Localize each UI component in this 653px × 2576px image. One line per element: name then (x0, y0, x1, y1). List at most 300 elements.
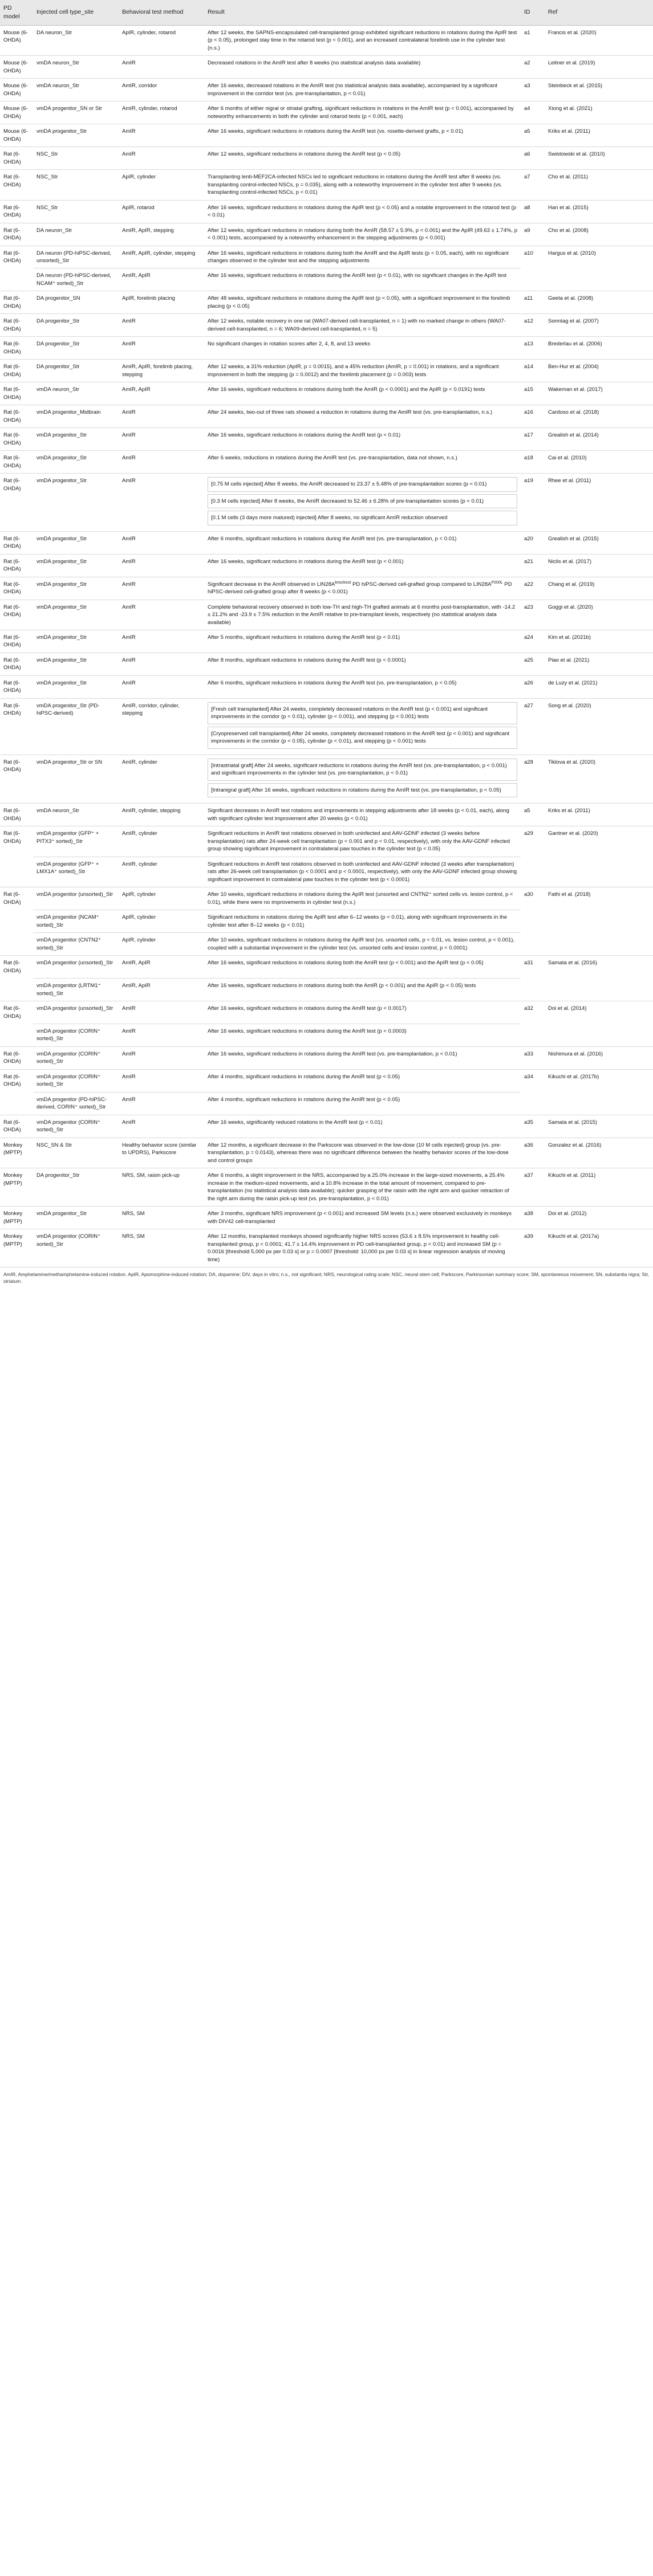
table-row (0, 577, 653, 600)
result-text: After 6 months, significant reductions in rotations during the AmIR test (vs. pre-transplantation, p < 0.05) (208, 679, 457, 686)
cell-result (204, 1092, 521, 1115)
cell-reference: Nishimura et al. (2016) (545, 1046, 653, 1069)
cell-id: a27 (521, 698, 545, 755)
cell-pd-model: Rat (6-OHDA) (0, 223, 33, 246)
table-row (0, 600, 653, 630)
cell-test-method: AmIR, ApIR (119, 979, 204, 1001)
cell-injected-type: vmDA progenitor_Midbrain (33, 405, 119, 428)
cell-id: a2 (521, 56, 545, 79)
cell-test-method: AmIR, ApIR, forelimb placing, stepping (119, 360, 204, 382)
cell-pd-model (0, 857, 33, 887)
cell-id: a32 (524, 1005, 533, 1012)
cell-test-method: AmIR (119, 1092, 204, 1115)
cell-reference: Kikuchi et al. (2017b) (548, 1073, 599, 1080)
cell-id: a29 (524, 830, 533, 837)
result-text: [0.1 M cells (3 days more matured) injected] After 8 weeks, no significant AmIR reduction observed (208, 511, 517, 525)
cell-reference: Fathi et al. (2018) (548, 891, 591, 898)
cell-id: a5 (521, 124, 545, 147)
cell-pd-model: Rat (6-OHDA) (0, 1115, 33, 1138)
cell-reference: Cai et al. (2010) (545, 451, 653, 474)
cell-pd-model: Rat (6-OHDA) (0, 170, 33, 200)
cell-pd-model: Rat (6-OHDA) (0, 531, 33, 554)
header-injected-cell: Injected cell type_site (33, 0, 119, 25)
table-row (0, 1046, 653, 1069)
cell-reference: Samata et al. (2015) (545, 1115, 653, 1138)
cell-injected-type: DA progenitor_Str (33, 337, 119, 360)
result-text: After 16 weeks, significant reductions in rotations during the AmIR test (p < 0.01), with no significant changes in the ApIR test (208, 272, 507, 279)
cell-result (204, 1069, 521, 1092)
cell-reference: Cho et al. (2011) (545, 170, 653, 200)
cell-pd-model: Rat (6-OHDA) (0, 314, 33, 337)
cell-injected-type: vmDA progenitor_Str (33, 451, 119, 474)
table-row (0, 698, 653, 755)
result-text: Significant reductions in rotations during the ApIR test after 6–12 weeks (p < 0.01), along with significant improvements in the cylinder test after 8–12 weeks (p < 0.01) (208, 914, 508, 928)
cell-pd-model: Rat (6-OHDA) (0, 804, 33, 826)
result-text: After 10 weeks, significant reductions in rotations during the ApIR test (vs. unsorted cells, p < 0.01, vs. lesion control, p < 0.001), coupled with a substantial improvement in the cylinder test (vs. unsorted cells and lesion control, p < 0.0001) (208, 937, 515, 951)
result-text: After 16 weeks, significant reductions in rotations during the AmIR test (p < 0.0017) (208, 1005, 407, 1012)
table-row (0, 675, 653, 698)
cell-result (204, 887, 521, 910)
result-text: After 16 weeks, significant reductions in rotations during both the AmIR (p < 0.0001) and the ApIR (p < 0.0191) tests (208, 386, 485, 393)
cell-test-method: AmIR (119, 474, 204, 531)
cell-reference: Han et al. (2015) (545, 200, 653, 223)
cell-result (204, 600, 521, 630)
table-row (0, 405, 653, 428)
cell-injected-type: DA progenitor_Str (33, 360, 119, 382)
cell-reference (545, 268, 653, 291)
cell-result (204, 314, 521, 337)
table-row (0, 531, 653, 554)
cell-id: a26 (521, 675, 545, 698)
cell-injected-type: vmDA progenitor (PD-hiPSC-derived, CORIN⁺ sorted)_Str (33, 1092, 119, 1115)
cell-reference: Niclis et al. (2017) (545, 554, 653, 577)
cell-reference: Kikuchi et al. (2017a) (545, 1229, 653, 1267)
cell-id (521, 933, 545, 956)
cell-injected-type: vmDA progenitor_Str (33, 675, 119, 698)
cell-pd-model: Rat (6-OHDA) (0, 200, 33, 223)
result-text: After 12 months, a significant decrease in the Parkscore was observed in the low-dose (10 M cells injected) group (vs. pre-transplantation, p = 0.0143), whereas there was no significant difference between the healthy behavior scores of the low-dose and control groups (208, 1142, 509, 1164)
cell-id: a39 (521, 1229, 545, 1267)
cell-result (204, 337, 521, 360)
cell-id: a3 (521, 79, 545, 101)
cell-test-method: AmIR, ApIR, stepping (119, 223, 204, 246)
cell-test-method: AmIR (119, 124, 204, 147)
cell-test-method: AmIR, cylinder, stepping (119, 804, 204, 826)
table-row (0, 857, 653, 887)
cell-injected-type: vmDA progenitor (GFP⁺ + LMX1A⁺ sorted)_Str (33, 857, 119, 887)
cell-injected-type: vmDA progenitor_Str (33, 428, 119, 451)
cell-id: a23 (521, 600, 545, 630)
cell-reference: Brederlau et al. (2006) (545, 337, 653, 360)
cell-result (204, 1229, 521, 1267)
cell-result (204, 147, 521, 170)
table-row (0, 554, 653, 577)
cell-injected-type: vmDA progenitor (unsorted)_Str (33, 887, 119, 910)
cell-id: a18 (521, 451, 545, 474)
cell-injected-type: vmDA progenitor_Str or SN (33, 755, 119, 803)
cell-reference: Song et al. (2020) (545, 698, 653, 755)
cell-injected-type: vmDA progenitor (unsorted)_Str (33, 1001, 119, 1024)
cell-pd-model: Mouse (6-OHDA) (0, 79, 33, 101)
cell-test-method: AmIR (119, 314, 204, 337)
cell-id: a21 (521, 554, 545, 577)
result-text: After 3 months, significant NRS improvement (p < 0.001) and increased SM levels (n.s.) were observed exclusively in monkeys with DIV42 cell-transplanted (208, 1210, 512, 1225)
cell-result (204, 56, 521, 79)
table-row (0, 291, 653, 314)
result-text: After 12 weeks, notable recovery in one rat (WA07-derived cell-transplanted, n = 1) with no marked change in others (WA07-derived cell-transplanted, n = 6; WA09-derived cell-transplanted, n = 5) (208, 318, 506, 332)
cell-reference: Geeta et al. (2008) (545, 291, 653, 314)
result-text: After 16 weeks, significant reductions in rotations during both the AmIR and the ApIR tests (p < 0.05, each), with no significant changes observed in the cylinder test and the stepping adjustments (208, 250, 509, 264)
cell-injected-type: vmDA progenitor (LRTM1⁺ sorted)_Str (33, 979, 119, 1001)
cell-id: a19 (521, 474, 545, 531)
cell-pd-model (0, 1024, 33, 1046)
result-text: After 6 months of either nigral or striatal grafting, significant reductions in rotations in the AmIR test (p < 0.001), accompanied by noteworthy enhancements in both the cylinder and rotarod tests (p < 0.001, each) (208, 105, 514, 120)
cell-test-method: AmIR, ApIR (119, 268, 204, 291)
cell-injected-type: vmDA progenitor (GFP⁺ + PITX3⁺ sorted)_Str (33, 826, 119, 857)
cell-injected-type: vmDA progenitor (CORIN⁺ sorted)_Str (33, 1229, 119, 1267)
table-row (0, 223, 653, 246)
result-text: Decreased rotations in the AmIR test after 8 weeks (no statistical analysis data available) (208, 60, 421, 67)
cell-result (204, 451, 521, 474)
cell-id (521, 1092, 545, 1115)
result-text: After 16 weeks, significant reductions in rotations during the AmIR test (vs. pre-transplantation, p < 0.01) (208, 1050, 457, 1057)
cell-injected-type: DA neuron (PD-hiPSC-derived, NCAM⁺ sorted)_Str (33, 268, 119, 291)
cell-reference: Xiong et al. (2021) (545, 101, 653, 124)
cell-injected-type: NSC_Str (33, 200, 119, 223)
cell-test-method: AmIR, ApIR (119, 382, 204, 405)
cell-pd-model (0, 910, 33, 933)
cell-injected-type: NSC_SN & Str (33, 1138, 119, 1168)
table-row (0, 826, 653, 857)
cell-test-method: Healthy behavior score (similar to UPDRS), Parkscore (119, 1138, 204, 1168)
result-text: After 16 weeks, significant reductions in rotations during the AmIR test (vs. rosette-derived grafts, p < 0.01) (208, 128, 464, 135)
table-row (0, 474, 653, 531)
result-text: Complete behavioral recovery observed in both low-TH and high-TH grafted animals at 6 months post-transplantation, with -14.2 ± 21.2% and -23.9 ± 7.5% reduction in the AmIR relative to pre-transplant levels, respectively (no statistical analysis data available) (208, 604, 516, 626)
cell-test-method: AmIR, cylinder (119, 826, 204, 857)
cell-reference: Kriks et al. (2011) (545, 124, 653, 147)
table-row (0, 170, 653, 200)
cell-result (204, 124, 521, 147)
table-row (0, 428, 653, 451)
cell-reference (545, 979, 653, 1001)
table-row (0, 1001, 653, 1024)
cell-result (204, 979, 521, 1001)
result-text: After 10 weeks, significant reductions in rotations during the ApIR test (unsorted and CNTN2⁺ sorted cells vs. lesion control, p < 0.01), while there were no improvements in cylinder test (n.s.) (208, 891, 513, 906)
cell-id: a11 (521, 291, 545, 314)
table-row (0, 1115, 653, 1138)
cell-result (204, 675, 521, 698)
cell-test-method: NRS, SM (119, 1207, 204, 1229)
result-text: No significant changes in rotation scores after 2, 4, 8, and 13 weeks (208, 341, 371, 348)
cell-test-method: ApIR, cylinder (119, 887, 204, 910)
cell-id: a20 (521, 531, 545, 554)
cell-test-method: AmIR (119, 147, 204, 170)
cell-injected-type: DA neuron_Str (33, 25, 119, 55)
cell-result (204, 653, 521, 675)
result-text: After 16 weeks, significant reductions in rotations during both the AmIR (p < 0.001) and the ApIR (p < 0.05) tests (208, 983, 476, 989)
cell-reference: Gantner et al. (2020) (548, 830, 598, 837)
cell-injected-type: vmDA progenitor (NCAM⁺ sorted)_Str (33, 910, 119, 933)
cell-injected-type: vmDA progenitor_Str (33, 124, 119, 147)
cell-test-method: AmIR (119, 630, 204, 653)
cell-test-method: AmIR, cylinder (119, 857, 204, 887)
cell-pd-model: Rat (6-OHDA) (3, 830, 21, 845)
cell-id: a15 (521, 382, 545, 405)
cell-injected-type: DA neuron_Str (33, 223, 119, 246)
cell-test-method: AmIR (119, 675, 204, 698)
cell-result (204, 200, 521, 223)
cell-reference: Grealish et al. (2014) (545, 428, 653, 451)
cell-result (204, 268, 521, 291)
cell-result (204, 25, 521, 55)
cell-result (204, 474, 521, 531)
cell-pd-model: Rat (6-OHDA) (3, 1005, 21, 1020)
cell-id (521, 979, 545, 1001)
cell-pd-model: Rat (6-OHDA) (3, 960, 21, 974)
cell-pd-model: Rat (6-OHDA) (0, 675, 33, 698)
cell-result (204, 170, 521, 200)
cell-injected-type: vmDA progenitor_Str (PD-hiPSC-derived) (33, 698, 119, 755)
cell-id: a24 (521, 630, 545, 653)
result-text: After 4 months, significant reductions in rotations during the AmIR test (p < 0.05) (208, 1096, 400, 1103)
cell-id: a37 (521, 1168, 545, 1207)
table-row (0, 25, 653, 55)
cell-reference: Hargus et al. (2010) (548, 250, 596, 256)
table-row (0, 360, 653, 382)
table-row (0, 268, 653, 291)
result-text: After 16 weeks, significant reductions in rotations during the AmIR test (p < 0.001) (208, 558, 404, 565)
table-row (0, 933, 653, 956)
results-table (0, 0, 653, 1267)
cell-id: a34 (524, 1073, 533, 1080)
cell-reference (545, 910, 653, 933)
cell-injected-type: DA progenitor_SN (33, 291, 119, 314)
header-ref: Ref (545, 0, 653, 25)
cell-id: a4 (521, 101, 545, 124)
result-text: After 8 months, significant reductions in rotations during the AmIR test (p < 0.0001) (208, 657, 406, 663)
cell-injected-type: vmDA neuron_Str (33, 804, 119, 826)
table-row (0, 56, 653, 79)
cell-result (204, 1207, 521, 1229)
cell-injected-type: NSC_Str (33, 147, 119, 170)
cell-injected-type: vmDA progenitor_Str (33, 1207, 119, 1229)
cell-result (204, 246, 521, 268)
cell-id (521, 1024, 545, 1046)
cell-test-method: AmIR, cylinder, rotarod (119, 101, 204, 124)
result-text: Significant reductions in AmIR test rotations observed in both uninfected and AAV-GDNF infected (3 weeks after transplantation) rats after 26-week cell transplantation (p < 0.0001 and p < 0.0001, respectively), with only the AAV-GDNF infected group showing significant improvement in contralateral paw touches in the cylinder test (p < 0.0001) (208, 861, 517, 883)
cell-pd-model: Mouse (6-OHDA) (0, 124, 33, 147)
cell-test-method: AmIR, corridor (119, 79, 204, 101)
cell-injected-type: vmDA progenitor (unsorted)_Str (33, 956, 119, 979)
cell-test-method: AmIR (119, 554, 204, 577)
cell-test-method: AmIR, corridor, cylinder, stepping (119, 698, 204, 755)
cell-test-method: AmIR (119, 531, 204, 554)
cell-pd-model: Rat (6-OHDA) (0, 337, 33, 360)
cell-test-method: ApIR, cylinder (119, 910, 204, 933)
header-behavioral-test: Behavioral test method (119, 0, 204, 25)
result-text: [Intrastriatal graft] After 24 weeks, significant reductions in rotations during the AmIR test (vs. pre-transplantation, p < 0.001) and significant improvements in the cylinder test (vs. pre-transplantation, p < 0.01) (208, 759, 517, 781)
cell-result (204, 360, 521, 382)
cell-result (204, 1168, 521, 1207)
cell-result (204, 698, 521, 755)
cell-reference: de Luzy et al. (2021) (545, 675, 653, 698)
cell-reference: Gonzalez et al. (2016) (545, 1138, 653, 1168)
table-row (0, 1168, 653, 1207)
table-header-row (0, 0, 653, 25)
result-text: Significant reductions in AmIR test rotations observed in both uninfected and AAV-GDNF infected (3 weeks before transplantation) rats after 24-week cell transplantation (p < 0.001 and p < 0.01, respectively), with only the AAV-GDNF infected group showing significant improvement in contralateral paw touches in the cylinder test (p < 0.05) (208, 830, 510, 853)
table-row (0, 979, 653, 1001)
cell-reference: Sonntag et al. (2007) (545, 314, 653, 337)
header-pd-model: PD model (0, 0, 33, 25)
result-text: [Cryopreserved cell transplanted] After 24 weeks, completely decreased rotations in the AmIR test (p < 0.001) and significant improvements in the corridor (p < 0.05), cylinder (p < 0.01), and stepping (p < 0.001) tests (208, 727, 517, 749)
cell-result (204, 1115, 521, 1138)
result-text: After 24 weeks, two-out of three rats showed a reduction in rotations during the AmIR test (vs. pre-transplantation, n.s.) (208, 409, 492, 416)
cell-id: a16 (521, 405, 545, 428)
table-body (0, 25, 653, 1267)
cell-reference: Rhee et al. (2011) (545, 474, 653, 531)
cell-reference (545, 1024, 653, 1046)
cell-test-method: NRS, SM, raisin pick-up (119, 1168, 204, 1207)
cell-id: a31 (524, 960, 533, 967)
cell-injected-type: vmDA progenitor_Str (33, 474, 119, 531)
cell-injected-type: DA neuron (PD-hiPSC-derived, unsorted)_Str (33, 246, 119, 268)
cell-test-method: AmIR, ApIR (119, 956, 204, 979)
result-text: [0.3 M cells injected] After 8 weeks, the AmIR decreased to 52.46 ± 6.28% of pre-transplantation scores (p < 0.01) (208, 494, 517, 508)
table-row (0, 314, 653, 337)
table-row (0, 147, 653, 170)
cell-injected-type: vmDA progenitor (CORIN⁺ sorted)_Str (33, 1069, 119, 1092)
cell-test-method: AmIR (119, 405, 204, 428)
cell-injected-type: NSC_Str (33, 170, 119, 200)
cell-pd-model: Mouse (6-OHDA) (0, 25, 33, 55)
cell-pd-model: Rat (6-OHDA) (0, 428, 33, 451)
cell-pd-model: Monkey (MPTP) (0, 1168, 33, 1207)
cell-reference: Steinbeck et al. (2015) (545, 79, 653, 101)
result-text: Transplanting lenti-MEF2CA-infected NSCs led to significant reductions in rotations during the AmIR test after 8 weeks (vs. transplanting control-infected NSCs, p = 0.035), along with a noteworthy improvement in the cylinder test after 9 weeks (vs. transplanting control-infected NSCs, p < 0.01) (208, 174, 502, 196)
cell-reference (545, 857, 653, 887)
table-row (0, 653, 653, 675)
table-row (0, 910, 653, 933)
cell-id: a7 (521, 170, 545, 200)
cell-result (204, 956, 521, 979)
cell-reference: Kikuchi et al. (2011) (545, 1168, 653, 1207)
cell-pd-model (0, 1092, 33, 1115)
cell-pd-model: Rat (6-OHDA) (0, 147, 33, 170)
cell-injected-type: DA progenitor_Str (33, 314, 119, 337)
cell-result (204, 1138, 521, 1168)
cell-injected-type: vmDA neuron_Str (33, 382, 119, 405)
cell-test-method: AmIR (119, 653, 204, 675)
cell-test-method: AmIR, cylinder (119, 755, 204, 803)
cell-id: a13 (521, 337, 545, 360)
cell-id: a12 (521, 314, 545, 337)
result-text: After 16 weeks, significant reductions in rotations during the AmIR test (p < 0.0003) (208, 1028, 407, 1034)
cell-pd-model (0, 979, 33, 1001)
table-row (0, 1024, 653, 1046)
cell-test-method: AmIR (119, 1024, 204, 1046)
cell-id: a5 (521, 804, 545, 826)
table-row (0, 124, 653, 147)
cell-injected-type: vmDA neuron_Str (33, 79, 119, 101)
cell-pd-model: Rat (6-OHDA) (0, 451, 33, 474)
table-row (0, 956, 653, 979)
cell-reference: Chang et al. (2019) (545, 577, 653, 600)
cell-result (204, 1024, 521, 1046)
cell-id (521, 910, 545, 933)
cell-reference: Cho et al. (2008) (545, 223, 653, 246)
cell-reference: Piao et al. (2021) (545, 653, 653, 675)
cell-test-method: AmIR (119, 428, 204, 451)
result-text: After 12 weeks, significant reductions in rotations during both the AmIR (58.57 ± 5.9%, p < 0.001) and the ApIR (49.63 ± 1.74%, p < 0.001) tests, accompanied by a noteworthy enhancement in the stepping adjustments (p < 0.001) (208, 227, 518, 242)
cell-test-method: AmIR (119, 577, 204, 600)
cell-pd-model: Rat (6-OHDA) (0, 600, 33, 630)
table-row (0, 1069, 653, 1092)
cell-result (204, 428, 521, 451)
cell-pd-model: Rat (6-OHDA) (0, 291, 33, 314)
cell-test-method: AmIR (119, 600, 204, 630)
cell-reference: Goggi et al. (2020) (545, 600, 653, 630)
table-row (0, 451, 653, 474)
table-footnote: AmIR, Amphetamine/methamphetamine-induced rotation. ApIR, Apomorphine-induced rotation; DA, dopamine; DIV, days in vitro; n.s., not significant; NRS, neurological rating scale; NSC, neural stem cell; Parkscore, Parkinsonian summary score; SM, spontaneous movement; SN, substantia nigra; Str, striatum. (3, 1271, 650, 1285)
table-row (0, 630, 653, 653)
cell-result (204, 101, 521, 124)
cell-pd-model: Mouse (6-OHDA) (0, 101, 33, 124)
cell-pd-model: Rat (6-OHDA) (3, 250, 21, 264)
cell-pd-model: Rat (6-OHDA) (0, 630, 33, 653)
cell-result (204, 1046, 521, 1069)
cell-pd-model: Rat (6-OHDA) (3, 891, 21, 906)
cell-test-method: AmIR (119, 337, 204, 360)
cell-test-method: NRS, SM (119, 1229, 204, 1267)
cell-reference: Grealish et al. (2015) (545, 531, 653, 554)
table-row (0, 1207, 653, 1229)
cell-id: a14 (521, 360, 545, 382)
cell-pd-model: Rat (6-OHDA) (0, 405, 33, 428)
cell-reference: Ben-Hur et al. (2004) (545, 360, 653, 382)
result-text: [0.75 M cells injected] After 8 weeks, the AmIR decreased to 23.37 ± 5.48% of pre-transplantation scores (p < 0.01) (208, 477, 517, 491)
result-text: After 6 weeks, reductions in rotations during the AmIR test (vs. pre-transplantation, data not shown, n.s.) (208, 455, 457, 462)
cell-reference (545, 1092, 653, 1115)
cell-id: a33 (521, 1046, 545, 1069)
result-text: Significant decrease in the AmIR observed in $LIN28A^{knockout}$ PD hiPSC-derived cell-grafted group compared to $LIN28A^{P200L}$ PD hiPSC-derived cell-grafted group after 8 weeks (p < 0.001) (208, 580, 512, 596)
result-text: After 5 months, significant reductions in rotations during the AmIR test (p < 0.01) (208, 634, 400, 641)
table-row (0, 79, 653, 101)
cell-result (204, 826, 521, 857)
cell-id: a36 (521, 1138, 545, 1168)
result-text: After 12 weeks, a 31% reduction (ApIR, p = 0.0015), and a 45% reduction (AmIR, p = 0.001) in rotations, and a significant improvement in both the stepping (p = 0.0012) and the forelimb placement (p = 0.003) tests (208, 364, 499, 378)
result-text: After 16 weeks, significant reductions in rotations during the AmIR test (p < 0.01) (208, 432, 401, 439)
cell-id: a17 (521, 428, 545, 451)
cell-reference: Doi et al. (2014) (548, 1005, 587, 1012)
table-row (0, 1092, 653, 1115)
cell-id: a38 (521, 1207, 545, 1229)
cell-injected-type: vmDA progenitor_Str (33, 653, 119, 675)
cell-id: a28 (521, 755, 545, 803)
cell-reference: Leitner et al. (2019) (545, 56, 653, 79)
cell-result (204, 79, 521, 101)
cell-injected-type: vmDA progenitor (CORIN⁺ sorted)_Str (33, 1024, 119, 1046)
cell-pd-model: Rat (6-OHDA) (0, 360, 33, 382)
cell-result (204, 933, 521, 956)
cell-test-method: ApIR, rotarod (119, 200, 204, 223)
cell-result (204, 804, 521, 826)
cell-pd-model: Rat (6-OHDA) (0, 1046, 33, 1069)
header-result: Result (204, 0, 521, 25)
cell-pd-model: Monkey (MPTP) (0, 1229, 33, 1267)
cell-injected-type: vmDA progenitor_Str (33, 577, 119, 600)
cell-injected-type: vmDA progenitor_Str (33, 630, 119, 653)
table-row (0, 246, 653, 268)
